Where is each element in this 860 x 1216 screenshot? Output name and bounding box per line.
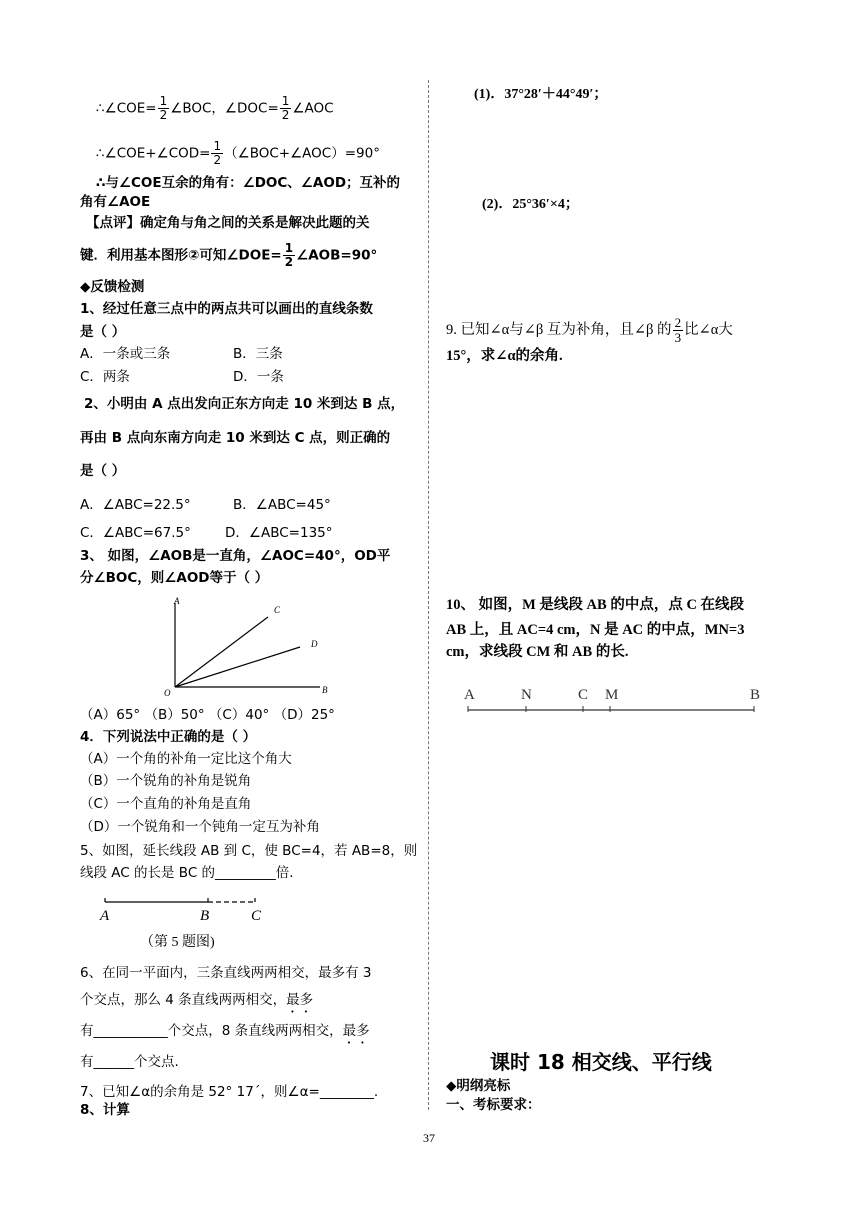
q6-stem-1: 6、在同一平面内，三条直线两两相交，最多有 3 bbox=[80, 965, 372, 981]
q1-stem-1: 1、经过任意三点中的两点共可以画出的直线条数 bbox=[80, 301, 373, 317]
q5-segment-figure bbox=[100, 893, 270, 925]
q2-stem-3: 是（ ） bbox=[80, 463, 126, 479]
q6-stem-4: 有______个交点. bbox=[80, 1054, 179, 1070]
q10-stem-2: AB 上，且 AC=4 cm，N 是 AC 的中点，MN=3 bbox=[446, 622, 745, 638]
fraction-two-thirds: $\frac{2}{3}$ bbox=[674, 315, 682, 345]
q4-option-a: （A）一个角的补角一定比这个角大 bbox=[80, 751, 292, 767]
ray-oc bbox=[175, 617, 268, 687]
comment-line-2: 键．利用基本图形②可知∠DOE= $\frac{1}{2}$ ∠AOB=90° bbox=[80, 241, 378, 269]
q5-caption: （第 5 题图) bbox=[140, 935, 215, 950]
label-b: B bbox=[750, 687, 761, 703]
feedback-heading: ◆反馈检测 bbox=[80, 279, 145, 295]
label-m: M bbox=[605, 687, 619, 703]
calc-1: (1)．37°28′＋44°49′； bbox=[474, 87, 608, 102]
q3-angle-figure bbox=[160, 595, 340, 700]
q2-stem-1: 2、小明由 A 点出发向正东方向走 10 米到达 B 点， bbox=[84, 396, 405, 412]
q1-option-a: A．一条或三条 bbox=[80, 346, 171, 362]
label-c: C bbox=[251, 908, 262, 924]
column-divider bbox=[428, 80, 429, 1110]
q5-stem-1: 5、如图，延长线段 AB 到 C，使 BC=4，若 AB=8，则 bbox=[80, 843, 418, 859]
label-a: A bbox=[100, 908, 110, 924]
q10-stem-1: 10、 如图，M 是线段 AB 的中点，点 C 在线段 bbox=[446, 597, 745, 613]
q10-segment-figure bbox=[462, 682, 762, 716]
label-b: B bbox=[200, 908, 210, 924]
page-number: 37 bbox=[423, 1131, 435, 1145]
q2-stem-2: 再由 B 点向东南方向走 10 米到达 C 点，则正确的 bbox=[80, 430, 391, 446]
ray-od bbox=[175, 647, 300, 687]
q1-option-b: B．三条 bbox=[233, 346, 283, 362]
q9-stem-2: 15°，求∠α的余角. bbox=[446, 348, 563, 364]
lesson-title: 课时 18 相交线、平行线 bbox=[490, 1050, 712, 1074]
solution-line-3: ∴与∠COE互余的角有：∠DOC、∠AOD；互补的 bbox=[96, 175, 401, 191]
q4-option-b: （B）一个锐角的补角是锐角 bbox=[80, 773, 252, 789]
outline-heading: ◆明纲亮标 bbox=[446, 1078, 511, 1094]
q3-options: （A）65° （B）50° （C）40° （D）25° bbox=[80, 707, 335, 723]
fraction-half: $\frac{1}{2}$ bbox=[159, 94, 168, 122]
q3-stem-1: 3、 如图，∠AOB是一直角，∠AOC=40°，OD平 bbox=[80, 548, 391, 564]
label-b: B bbox=[322, 685, 328, 695]
q6-stem-2: 个交点，那么 4 条直线两两相交，最多 bbox=[80, 992, 314, 1008]
calc-2: (2)．25°36′×4； bbox=[482, 197, 579, 212]
solution-line-1: ∴∠COE= $\frac{1}{2}$ ∠BOC，∠DOC= $\frac{1}{2}$ ∠AOC bbox=[96, 94, 334, 122]
comment-line-1: 【点评】确定角与角之间的关系是解决此题的关 bbox=[86, 215, 370, 231]
solution-line-2: ∴∠COE+∠COD= $\frac{1}{2}$ （∠BOC+∠AOC）=90° bbox=[96, 139, 380, 167]
q2-option-b: B．∠ABC=45° bbox=[233, 497, 331, 513]
label-n: N bbox=[521, 687, 532, 703]
q4-option-c: （C）一个直角的补角是直角 bbox=[80, 796, 252, 812]
q2-option-a: A．∠ABC=22.5° bbox=[80, 497, 191, 513]
q1-option-c: C．两条 bbox=[80, 369, 130, 385]
solution-line-4: 角有∠AOE bbox=[80, 194, 151, 210]
q2-option-d: D．∠ABC=135° bbox=[225, 525, 333, 541]
q10-stem-3: cm，求线段 CM 和 AB 的长. bbox=[446, 644, 629, 660]
label-c: C bbox=[274, 605, 281, 615]
q8-stem: 8、计算 bbox=[80, 1102, 130, 1118]
q4-stem: 4．下列说法中正确的是（ ） bbox=[80, 729, 257, 745]
requirements-heading: 一、考标要求： bbox=[446, 1097, 541, 1113]
label-o: O bbox=[164, 688, 171, 698]
q5-stem-2: 线段 AC 的长是 BC 的_________倍. bbox=[80, 865, 294, 881]
q6-stem-3: 有___________个交点，8 条直线两两相交，最多 bbox=[80, 1023, 370, 1039]
fraction-half: $\frac{1}{2}$ bbox=[213, 139, 222, 167]
q7-stem: 7、已知∠α的余角是 52° 17´，则∠α=________. bbox=[80, 1084, 379, 1100]
fraction-half: $\frac{1}{2}$ bbox=[281, 94, 290, 122]
q3-stem-2: 分∠BOC，则∠AOD等于（ ） bbox=[80, 570, 269, 586]
q1-stem-2: 是（ ） bbox=[80, 324, 126, 340]
q1-option-d: D．一条 bbox=[233, 369, 284, 385]
label-a: A bbox=[174, 596, 180, 606]
q9-stem-1: 9. 已知∠α与∠β 互为补角，且∠β 的 $\frac{2}{3}$ 比∠α大 bbox=[446, 315, 733, 345]
label-c: C bbox=[578, 687, 589, 703]
label-a: A bbox=[464, 687, 475, 703]
q2-option-c: C．∠ABC=67.5° bbox=[80, 525, 191, 541]
label-d: D bbox=[311, 639, 318, 649]
q4-option-d: （D）一个锐角和一个钝角一定互为补角 bbox=[80, 819, 320, 835]
fraction-half: $\frac{1}{2}$ bbox=[284, 241, 294, 269]
